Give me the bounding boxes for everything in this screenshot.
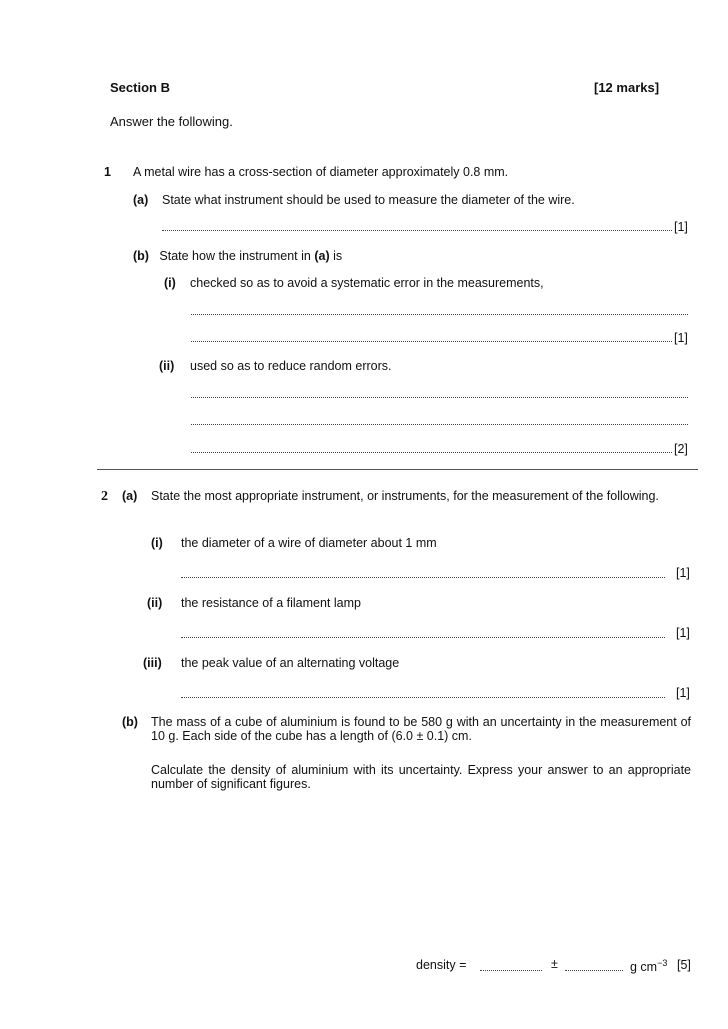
q2ai-answer-line[interactable] [181,577,665,578]
q1bii-answer-line-3[interactable] [191,452,672,453]
q1bi-mark: [1] [674,331,688,345]
section-marks: [12 marks] [594,80,660,95]
q1-number: 1 [104,165,111,179]
q2b-uncertainty-line[interactable] [565,970,623,971]
q2b-unit [630,958,667,974]
q1bii-text: used so as to reduce random errors. [190,359,392,373]
q1bii-answer-line-2[interactable] [191,424,688,425]
q1bii-label: (ii) [159,359,175,373]
q1bii-answer-line-1[interactable] [191,397,688,398]
q1bi-answer-line-1[interactable] [191,314,688,315]
q2b-unit-exponent: −3 [657,958,668,968]
q2aii-text: the resistance of a filament lamp [181,596,361,610]
q2b-unit-base: g cm [630,960,658,975]
q2b-instruction: Calculate the density of aluminium with its uncertainty. Express your answer to an appropriate number of significant figures. [151,763,691,791]
q2-number: 2 [101,489,108,504]
q2aiii-text: the peak value of an alternating voltage [181,656,400,670]
q2aiii-answer-line[interactable] [181,697,665,698]
q2b-label: (b) [122,715,138,729]
q2b-density-value-line[interactable] [480,970,542,971]
q2b-density-prefix: density = [416,958,467,972]
q2ai-label: (i) [151,536,163,550]
q2aiii-mark: [1] [676,686,690,700]
q1a-label: (a) [133,193,149,207]
q2b-text: The mass of a cube of aluminium is found to be 580 g with an uncertainty in the measurement of 10 g. Each side of the cube has a length of (6.0 ± 0.1) cm. [151,715,691,743]
question-divider [97,469,698,470]
q2a-label: (a) [122,489,138,503]
q1bi-label: (i) [164,276,176,290]
q2aii-mark: [1] [676,626,690,640]
q1bi-text: checked so as to avoid a systematic error in the measurements, [190,276,544,290]
q2ai-text: the diameter of a wire of diameter about 1 mm [181,536,437,550]
section-title: Section B [110,80,170,95]
q1bii-mark: [2] [674,442,688,456]
q1a-text: State what instrument should be used to measure the diameter of the wire. [162,193,575,207]
q1a-mark: [1] [674,220,688,234]
q1a-answer-line[interactable] [162,230,672,231]
q2aii-label: (ii) [147,596,163,610]
q1b-label: (b) [133,249,149,263]
instruction-text: Answer the following. [110,114,233,129]
q1b-stem [133,249,342,263]
q1b-text-before: State how the instrument in [159,249,315,263]
q2b-mark: [5] [677,958,691,972]
q1b-text-ref: (a) [314,249,330,263]
q2aii-answer-line[interactable] [181,637,665,638]
q1b-text-after: is [329,249,343,263]
q2a-text: State the most appropriate instrument, or instruments, for the measurement of the following. [151,489,659,503]
q2b-plusminus: ± [551,957,558,971]
q2aiii-label: (iii) [143,656,162,670]
q1bi-answer-line-2[interactable] [191,341,672,342]
q2ai-mark: [1] [676,566,690,580]
q1-stem: A metal wire has a cross-section of diameter approximately 0.8 mm. [133,165,509,179]
